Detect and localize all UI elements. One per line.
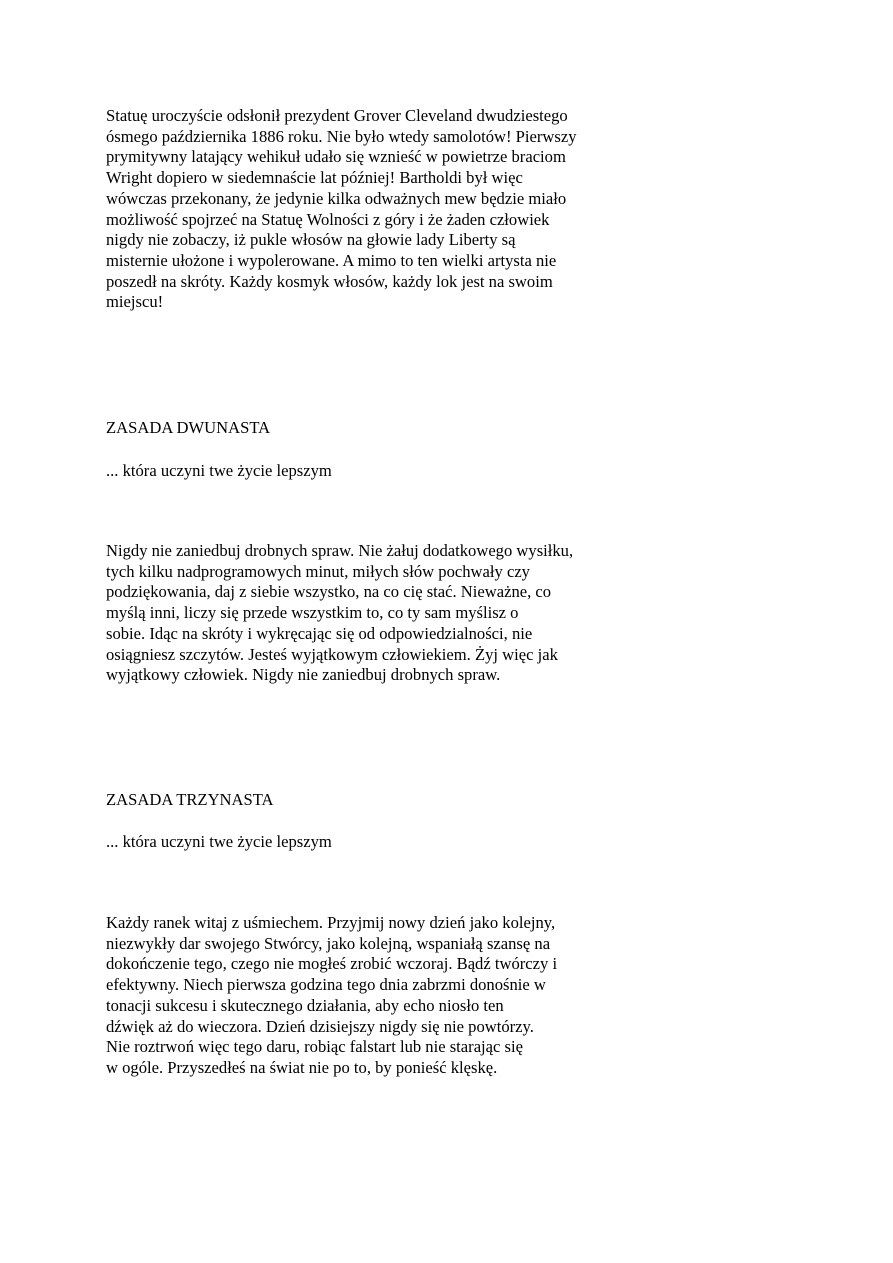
paragraph-line: Nigdy nie zaniedbuj drobnych spraw. Nie żałuj dodatkowego wysiłku, xyxy=(106,541,574,560)
paragraph-line: Każdy ranek witaj z uśmiechem. Przyjmij nowy dzień jako kolejny, xyxy=(106,913,556,932)
section-heading-12: ZASADA DWUNASTA xyxy=(106,418,271,437)
section-subtitle-13: ... która uczyni twe życie lepszym xyxy=(106,832,332,851)
paragraph-line: dokończenie tego, czego nie mogłeś zrobić wczoraj. Bądź twórczy i xyxy=(106,954,558,974)
paragraph-line: niezwykły dar swojego Stwórcy, jako kolejną, wspaniałą szansę na xyxy=(106,933,551,953)
paragraph-line: ósmego października 1886 roku. Nie było wtedy samolotów! Pierwszy xyxy=(106,126,577,146)
paragraph-line: dźwięk aż do wieczora. Dzień dzisiejszy nigdy się nie powtórzy. xyxy=(106,1016,534,1036)
paragraph-line: podziękowania, daj z siebie wszystko, na co cię stać. Nieważne, co xyxy=(106,582,552,602)
section-paragraph-13 xyxy=(106,913,626,1079)
paragraph-line: osiągniesz szczytów. Jesteś wyjątkowym człowiekiem. Żyj więc jak xyxy=(106,644,558,664)
paragraph-line: tonacji sukcesu i skutecznego działania, aby echo niosło ten xyxy=(106,995,504,1015)
paragraph-line: myślą inni, liczy się przede wszystkim to, co ty sam myślisz o xyxy=(106,603,519,623)
paragraph-line: sobie. Idąc na skróty i wykręcając się od odpowiedzialności, nie xyxy=(106,623,533,643)
intro-paragraph xyxy=(106,106,626,313)
paragraph-line: w ogóle. Przyszedłeś na świat nie po to, by ponieść klęskę. xyxy=(106,1057,498,1077)
paragraph-line: możliwość spojrzeć na Statuę Wolności z góry i że żaden człowiek xyxy=(106,209,550,229)
paragraph-line: Nie roztrwoń więc tego daru, robiąc falstart lub nie starając się xyxy=(106,1037,523,1057)
paragraph-line: miejscu! xyxy=(106,292,164,312)
paragraph-line: poszedł na skróty. Każdy kosmyk włosów, każdy lok jest na swoim xyxy=(106,271,553,291)
paragraph-line: wyjątkowy człowiek. Nigdy nie zaniedbuj drobnych spraw. xyxy=(106,665,501,685)
paragraph-line: tych kilku nadprogramowych minut, miłych słów pochwały czy xyxy=(106,561,530,581)
paragraph-line: prymitywny latający wehikuł udało się wznieść w powietrze braciom xyxy=(106,147,566,167)
paragraph-line: efektywny. Niech pierwsza godzina tego dnia zabrzmi donośnie w xyxy=(106,975,546,995)
section-heading-13: ZASADA TRZYNASTA xyxy=(106,790,274,809)
paragraph-line: misternie ułożone i wypolerowane. A mimo to ten wielki artysta nie xyxy=(106,250,557,270)
paragraph-line: wówczas przekonany, że jedynie kilka odważnych mew będzie miało xyxy=(106,188,567,208)
paragraph-line: Wright dopiero w siedemnaście lat później! Bartholdi był więc xyxy=(106,168,523,188)
paragraph-line: nigdy nie zobaczy, iż pukle włosów na głowie lady Liberty są xyxy=(106,230,516,250)
section-subtitle-12: ... która uczyni twe życie lepszym xyxy=(106,461,332,480)
section-paragraph-12 xyxy=(106,541,626,686)
paragraph-line: Statuę uroczyście odsłonił prezydent Grover Cleveland dwudziestego xyxy=(106,106,568,125)
